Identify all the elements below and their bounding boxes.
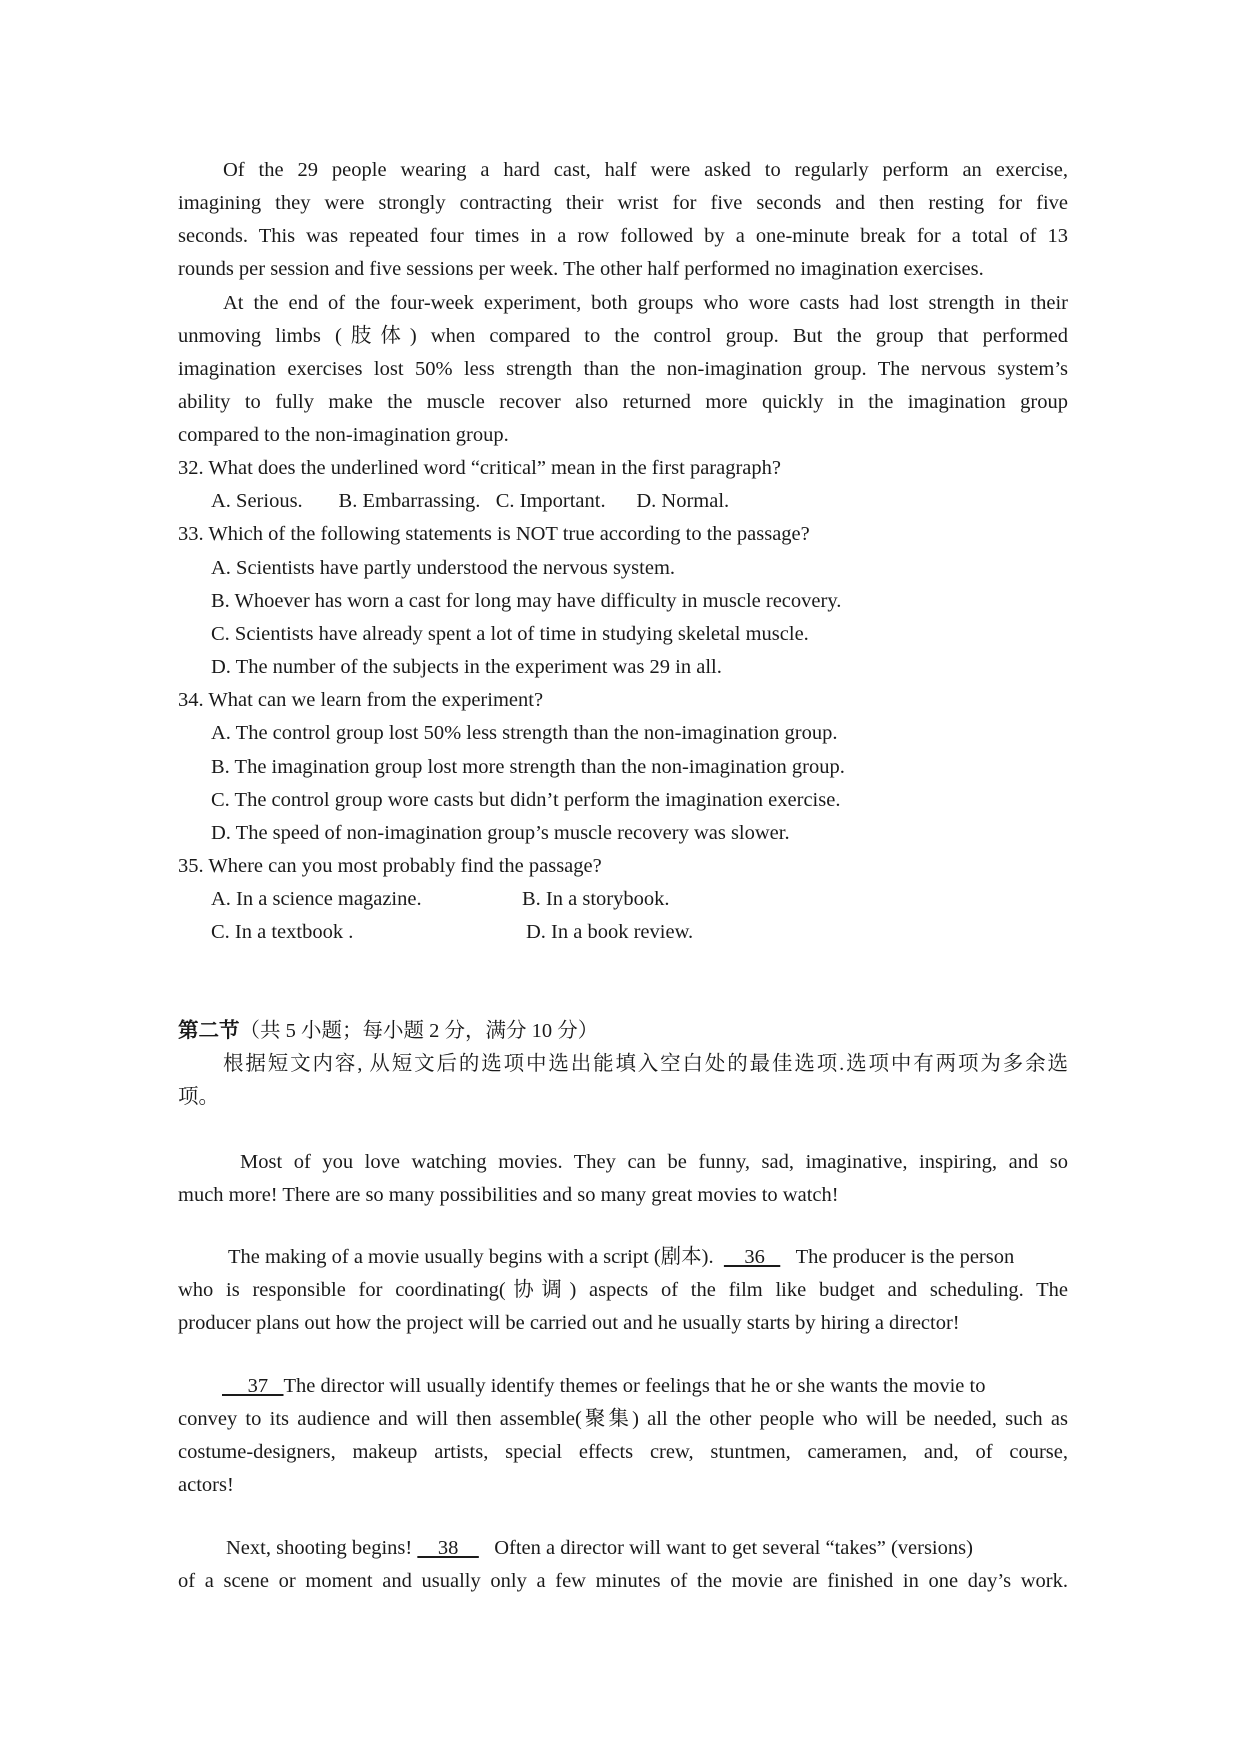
passage2-p2-line: producer plans out how the project will be carried out and he usually starts by hiring a director!: [178, 1312, 960, 1334]
passage2-p4-text: Next, shooting begins!: [226, 1537, 413, 1559]
passage2-p2-line: [228, 1241, 1088, 1274]
passage2-p2-text: The producer is the person: [795, 1246, 1015, 1268]
question-33-stem: 33. Which of the following statements is NOT true according to the passage?: [178, 523, 810, 545]
section2-heading: [178, 1015, 1068, 1048]
question-35-option-c: C. In a textbook .: [211, 921, 354, 943]
question-33-option-c: C. Scientists have already spent a lot of time in studying skeletal muscle.: [211, 623, 809, 645]
section2-heading-note: （共 5 小题；每小题 2 分，满分 10 分）: [239, 1020, 599, 1042]
question-35-option-b: B. In a storybook.: [522, 888, 670, 910]
question-34-option-c: C. The control group wore casts but didn’t perform the imagination exercise.: [211, 789, 841, 811]
section2-instructions: 根据短文内容, 从短文后的选项中选出能填入空白处的最佳选项.选项中有两项为多余选: [223, 1053, 1068, 1075]
passage2-p2-line: who is responsible for coordinating(协调) aspects of the film like budget and scheduling. The: [178, 1279, 1068, 1301]
passage1-p1-line: imagining they were strongly contracting their wrist for five seconds and then resting for five: [178, 192, 1068, 214]
section2-title: 第二节: [178, 1020, 240, 1042]
question-32-stem: 32. What does the underlined word “critical” mean in the first paragraph?: [178, 457, 781, 479]
question-35-stem: 35. Where can you most probably find the passage?: [178, 855, 602, 877]
passage1-p1-line: rounds per session and five sessions per week. The other half performed no imagination exercises.: [178, 258, 984, 280]
question-34-stem: 34. What can we learn from the experiment?: [178, 689, 544, 711]
passage2-p3-line: costume-designers, makeup artists, special effects crew, stuntmen, cameramen, and, of course,: [178, 1441, 1068, 1463]
passage1-p2-line: ability to fully make the muscle recover also returned more quickly in the imagination group: [178, 391, 1068, 413]
question-35-option-a: A. In a science magazine.: [211, 888, 422, 910]
blank-36[interactable]: 36: [723, 1246, 781, 1268]
passage2-p2-text: The making of a movie usually begins with a script (剧本).: [228, 1246, 714, 1268]
question-35-option-d: D. In a book review.: [526, 921, 694, 943]
passage1-p2-line: imagination exercises lost 50% less strength than the non-imagination group. The nervous system’s: [178, 358, 1068, 380]
passage1-p1-line: Of the 29 people wearing a hard cast, half were asked to regularly perform an exercise,: [223, 159, 1068, 181]
question-32-options: A. Serious. B. Embarrassing. C. Important. D. Normal.: [211, 490, 730, 512]
passage2-p3-line: [222, 1370, 1068, 1403]
question-33-option-b: B. Whoever has worn a cast for long may have difficulty in muscle recovery.: [211, 590, 842, 612]
passage1-p1-line: seconds. This was repeated four times in a row followed by a one-minute break for a total of 13: [178, 225, 1068, 247]
passage2-p3-text: The director will usually identify themes or feelings that he or she wants the movie to: [283, 1375, 986, 1397]
question-34-option-a: A. The control group lost 50% less strength than the non-imagination group.: [211, 722, 838, 744]
question-34-option-b: B. The imagination group lost more strength than the non-imagination group.: [211, 756, 845, 778]
question-34-option-d: D. The speed of non-imagination group’s muscle recovery was slower.: [211, 822, 790, 844]
passage2-p4-line: [226, 1532, 1086, 1565]
question-33-option-a: A. Scientists have partly understood the nervous system.: [211, 557, 676, 579]
blank-38[interactable]: 38: [417, 1537, 479, 1559]
section2-instructions: 项。: [178, 1086, 219, 1108]
passage2-p3-line: actors!: [178, 1474, 234, 1496]
passage1-p2-line: compared to the non-imagination group.: [178, 424, 509, 446]
question-33-option-d: D. The number of the subjects in the experiment was 29 in all.: [211, 656, 722, 678]
blank-37[interactable]: 37: [222, 1375, 284, 1397]
passage2-p4-text: Often a director will want to get several “takes” (versions): [494, 1537, 973, 1559]
passage1-p2-line: unmoving limbs (肢体) when compared to the control group. But the group that performed: [178, 325, 1068, 347]
passage2-p4-line: of a scene or moment and usually only a few minutes of the movie are finished in one day’s work.: [178, 1570, 1068, 1592]
passage2-p3-line: convey to its audience and will then assemble(聚集) all the other people who will be needed, such as: [178, 1408, 1068, 1430]
passage2-p1-line: Most of you love watching movies. They can be funny, sad, imaginative, inspiring, and so: [240, 1151, 1068, 1173]
passage1-p2-line: At the end of the four-week experiment, both groups who wore casts had lost strength in their: [223, 292, 1068, 314]
passage2-p1-line: much more! There are so many possibilities and so many great movies to watch!: [178, 1184, 839, 1206]
